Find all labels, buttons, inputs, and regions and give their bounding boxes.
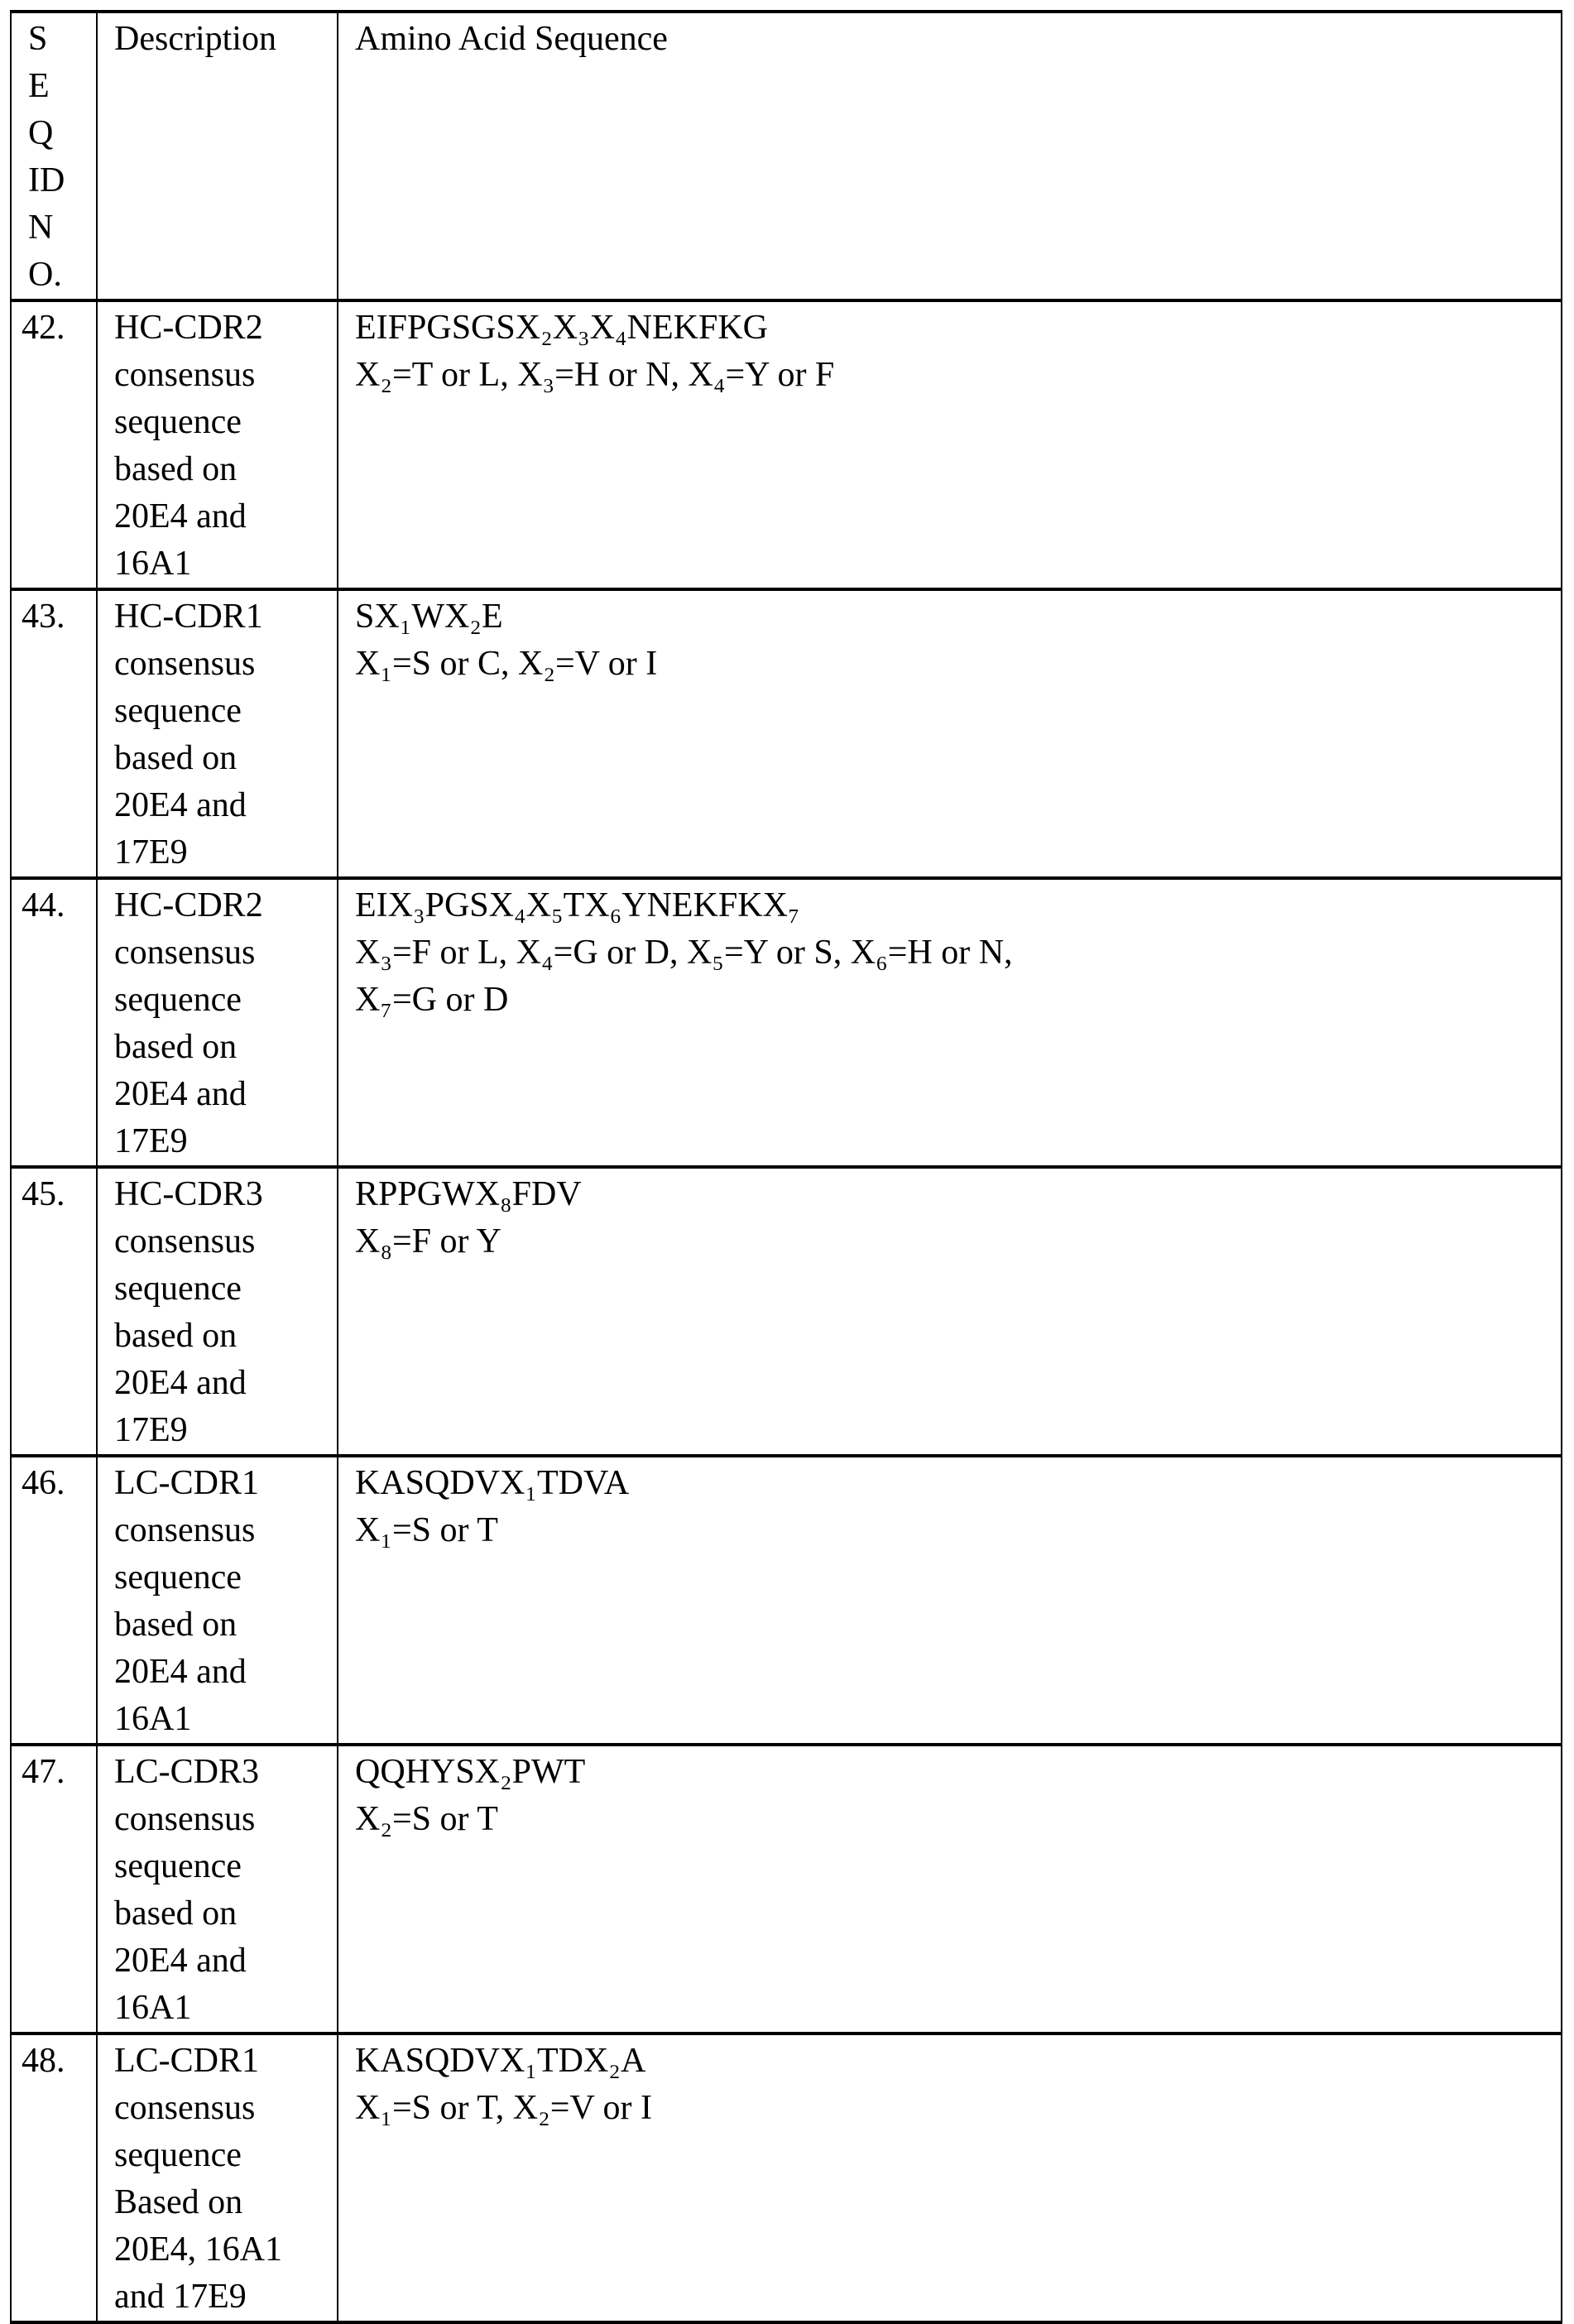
header-seq-id: S E Q ID N O. (11, 12, 97, 300)
description-cell: HC-CDR2 consensus sequence based on 20E4 and 17E9 (97, 878, 338, 1167)
seq-id-cell: 47. (11, 1745, 97, 2034)
seq-id-cell: 45. (11, 1167, 97, 1456)
amino-acid-sequence: EIFPGSGSX₂X₃X₄NEKFKG (355, 305, 1561, 352)
header-row (11, 12, 1562, 300)
table-row (11, 1167, 1562, 1456)
sequence-cell (338, 2034, 1562, 2322)
amino-acid-sequence: KASQDVX₁TDVA (355, 1460, 1561, 1507)
sequence-cell (338, 1456, 1562, 1745)
header-description: Description (97, 12, 338, 300)
variable-definition: X₈=F or Y (355, 1218, 1561, 1265)
table-row (11, 1745, 1562, 2034)
amino-acid-sequence: KASQDVX₁TDX₂A (355, 2038, 1561, 2085)
seq-id-cell: 44. (11, 878, 97, 1167)
variable-definition: X₁=S or T (355, 1507, 1561, 1554)
description-cell: HC-CDR2 consensus sequence based on 20E4 and 16A1 (97, 300, 338, 589)
table-row (11, 300, 1562, 589)
variable-definition: X₁=S or C, X₂=V or I (355, 641, 1561, 688)
description-cell: HC-CDR3 consensus sequence based on 20E4 and 17E9 (97, 1167, 338, 1456)
seq-id-cell: 48. (11, 2034, 97, 2322)
variable-definition: X₃=F or L, X₄=G or D, X₅=Y or S, X₆=H or N, (355, 929, 1561, 977)
table-row (11, 1456, 1562, 1745)
amino-acid-sequence: SX₁WX₂E (355, 593, 1561, 641)
sequence-cell (338, 300, 1562, 589)
table-row (11, 2034, 1562, 2322)
variable-definition: X₂=S or T (355, 1796, 1561, 1843)
variable-definition: X₇=G or D (355, 977, 1561, 1024)
seq-id-cell: 43. (11, 589, 97, 878)
sequence-table (10, 10, 1562, 2324)
sequence-cell (338, 1745, 1562, 2034)
variable-definition: X₂=T or L, X₃=H or N, X₄=Y or F (355, 352, 1561, 399)
description-cell: LC-CDR1 consensus sequence based on 20E4 and 16A1 (97, 1456, 338, 1745)
header-sequence: Amino Acid Sequence (338, 12, 1562, 300)
table-row (11, 878, 1562, 1167)
seq-id-cell: 42. (11, 300, 97, 589)
sequence-cell (338, 878, 1562, 1167)
seq-id-cell: 46. (11, 1456, 97, 1745)
amino-acid-sequence: QQHYSX₂PWT (355, 1749, 1561, 1796)
variable-definition: X₁=S or T, X₂=V or I (355, 2085, 1561, 2132)
description-cell: HC-CDR1 consensus sequence based on 20E4 and 17E9 (97, 589, 338, 878)
table-row (11, 589, 1562, 878)
amino-acid-sequence: RPPGWX₈FDV (355, 1171, 1561, 1218)
sequence-cell (338, 589, 1562, 878)
sequence-cell (338, 1167, 1562, 1456)
description-cell: LC-CDR3 consensus sequence based on 20E4 and 16A1 (97, 1745, 338, 2034)
amino-acid-sequence: EIX₃PGSX₄X₅TX₆YNEKFKX₇ (355, 882, 1561, 929)
description-cell: LC-CDR1 consensus sequence Based on 20E4, 16A1 and 17E9 (97, 2034, 338, 2322)
